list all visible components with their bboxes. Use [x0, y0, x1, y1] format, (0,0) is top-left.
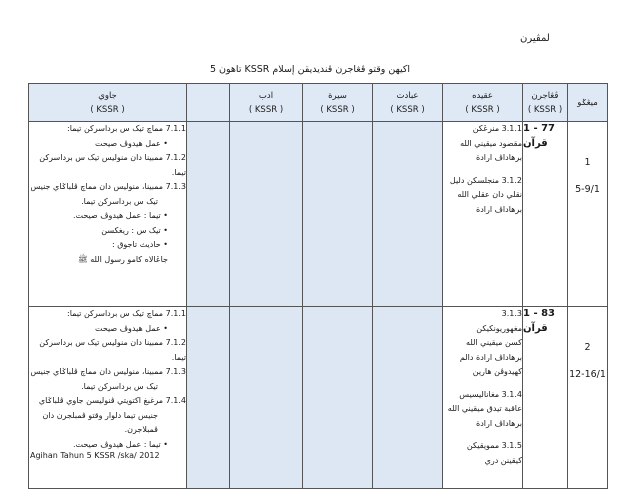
- aqidah-line: [443, 166, 522, 174]
- aqidah-line: مقصود ميقيني الله: [460, 138, 522, 148]
- aqidah-line: [443, 431, 522, 439]
- sirah-cell: [303, 307, 373, 489]
- jawi-line: 7.1.4 مرغبغ اکتويتي ڤنوليسن جاوي ڤلباݢاي: [38, 396, 186, 405]
- jawi-line: 7.1.3 ممبينا، منوليس دان مماچ ڤلباݢاي جنيس: [30, 182, 186, 191]
- header-aqidah: عقيده ( KSSR ): [443, 84, 523, 122]
- jawi-line: • تيما : عمل هيدوڤ صيحت.: [29, 209, 186, 224]
- aqidah-line: کسن ميقيني الله: [466, 338, 522, 347]
- aqidah-line: [443, 380, 522, 388]
- aqidah-line: برهاداڤ ارادة: [476, 153, 522, 162]
- ibadah-cell: [373, 307, 443, 489]
- adab-cell: [230, 307, 303, 489]
- blank-cell: [187, 307, 230, 489]
- aqidah-line: برهاداڤ ارادة: [476, 204, 522, 214]
- aqidah-line: مغهوريونکيکن: [476, 323, 522, 333]
- aqidah-line: برهاداڤ ارادة: [476, 418, 522, 428]
- ibadah-cell: [373, 122, 443, 307]
- jawi-line: ڤمبلاجرن.: [124, 425, 158, 434]
- aqidah-line: 3.1.2 منجلسکن دليل: [449, 175, 522, 185]
- jawi-line: 7.1.2 ممبينا دان منوليس تيک س برداسرکن تيما.: [39, 153, 186, 177]
- jawi-line: تيک س برداسرکن تيما.: [81, 196, 158, 206]
- header-week: ميڠݢو: [568, 84, 608, 122]
- week-cell: 2 12-16/1: [568, 307, 608, 489]
- aqidah-line: نقلي دان عقلي الله: [457, 190, 522, 199]
- jawi-line: • عمل هيدوڤ صيحت: [29, 322, 186, 337]
- footer-note: Agihan Tahun 5 KSSR /ska/ 2012: [30, 451, 160, 460]
- jawi-line: 7.1.3 ممبينا، منوليس دان مماچ ڤلباݢاي جنيس: [30, 367, 186, 376]
- jawi-line: جنيس تيما دلوار وقتو ڤمبلجرن دان: [42, 410, 158, 420]
- page-title: اکيهن وقتو ڤڠاجرن ڤنديديقن إسلام KSSR تاهون 5: [209, 64, 411, 75]
- jawi-line: • عمل هيدوڤ صيحت: [29, 137, 186, 152]
- aqidah-line: کيقينن دري: [484, 455, 522, 465]
- table-row: [29, 122, 608, 307]
- aqidah-line: برهاداڤ ارادة دالم: [459, 352, 522, 362]
- page-label: لمڤيرن: [520, 33, 550, 44]
- header-ibadah: عبادت ( KSSR ): [373, 84, 443, 122]
- blank-cell: [187, 122, 230, 307]
- reference-cell: 1 - 77 قرآن: [523, 122, 568, 307]
- header-sirah: سيرة ( KSSR ): [303, 84, 373, 122]
- curriculum-table: [28, 83, 608, 489]
- header-adab: ادب ( KSSR ): [230, 84, 303, 122]
- jawi-line: تيک س برداسرکن تيما.: [81, 381, 158, 391]
- jawi-line: • تيک س : ريغکسن: [29, 224, 186, 239]
- reference-cell: 1 - 83 قرآن: [523, 307, 568, 489]
- jawi-line: • حاديث تاجوق :: [29, 238, 186, 253]
- header-jawi: جاوي ( KSSR ): [29, 84, 187, 122]
- aqidah-line: عاقبة تيدق ميقيني الله: [447, 404, 522, 413]
- adab-cell: [230, 122, 303, 307]
- jawi-skills-cell: [29, 122, 187, 307]
- aqidah-line: 3.1.3: [501, 309, 522, 318]
- jawi-line: • تيما : عمل هيدوڤ صيحت.: [29, 438, 186, 453]
- aqidah-line: 3.1.1 منرڠکن: [472, 124, 522, 133]
- aqidah-line: 3.1.5 ممويقيکن: [466, 441, 522, 450]
- sirah-cell: [303, 122, 373, 307]
- jawi-line: جاڠالاه كامو رسول الله ﷺ: [78, 254, 168, 264]
- jawi-line: 7.1.1 مماچ تيک س برداسرکن تيما:: [67, 124, 186, 133]
- table-row: [29, 307, 608, 489]
- header-blank: [187, 84, 230, 122]
- week-cell: 1 5-9/1: [568, 122, 608, 307]
- header-row: [29, 84, 608, 122]
- jawi-skills-cell: [29, 307, 187, 489]
- aqidah-line: کهيدوڤن هارين: [472, 367, 522, 376]
- aqidah-line: 3.1.4 مغاناليسيس: [459, 389, 522, 399]
- jawi-line: 7.1.2 ممبينا دان منوليس تيک س برداسرکن تيما.: [39, 338, 186, 362]
- jawi-line: 7.1.1 مماچ تيک س برداسرکن تيما:: [67, 309, 186, 318]
- aqidah-cell: [443, 122, 523, 307]
- header-reference: ڤڠاجرن ( KSSR ): [523, 84, 568, 122]
- aqidah-cell: [443, 307, 523, 489]
